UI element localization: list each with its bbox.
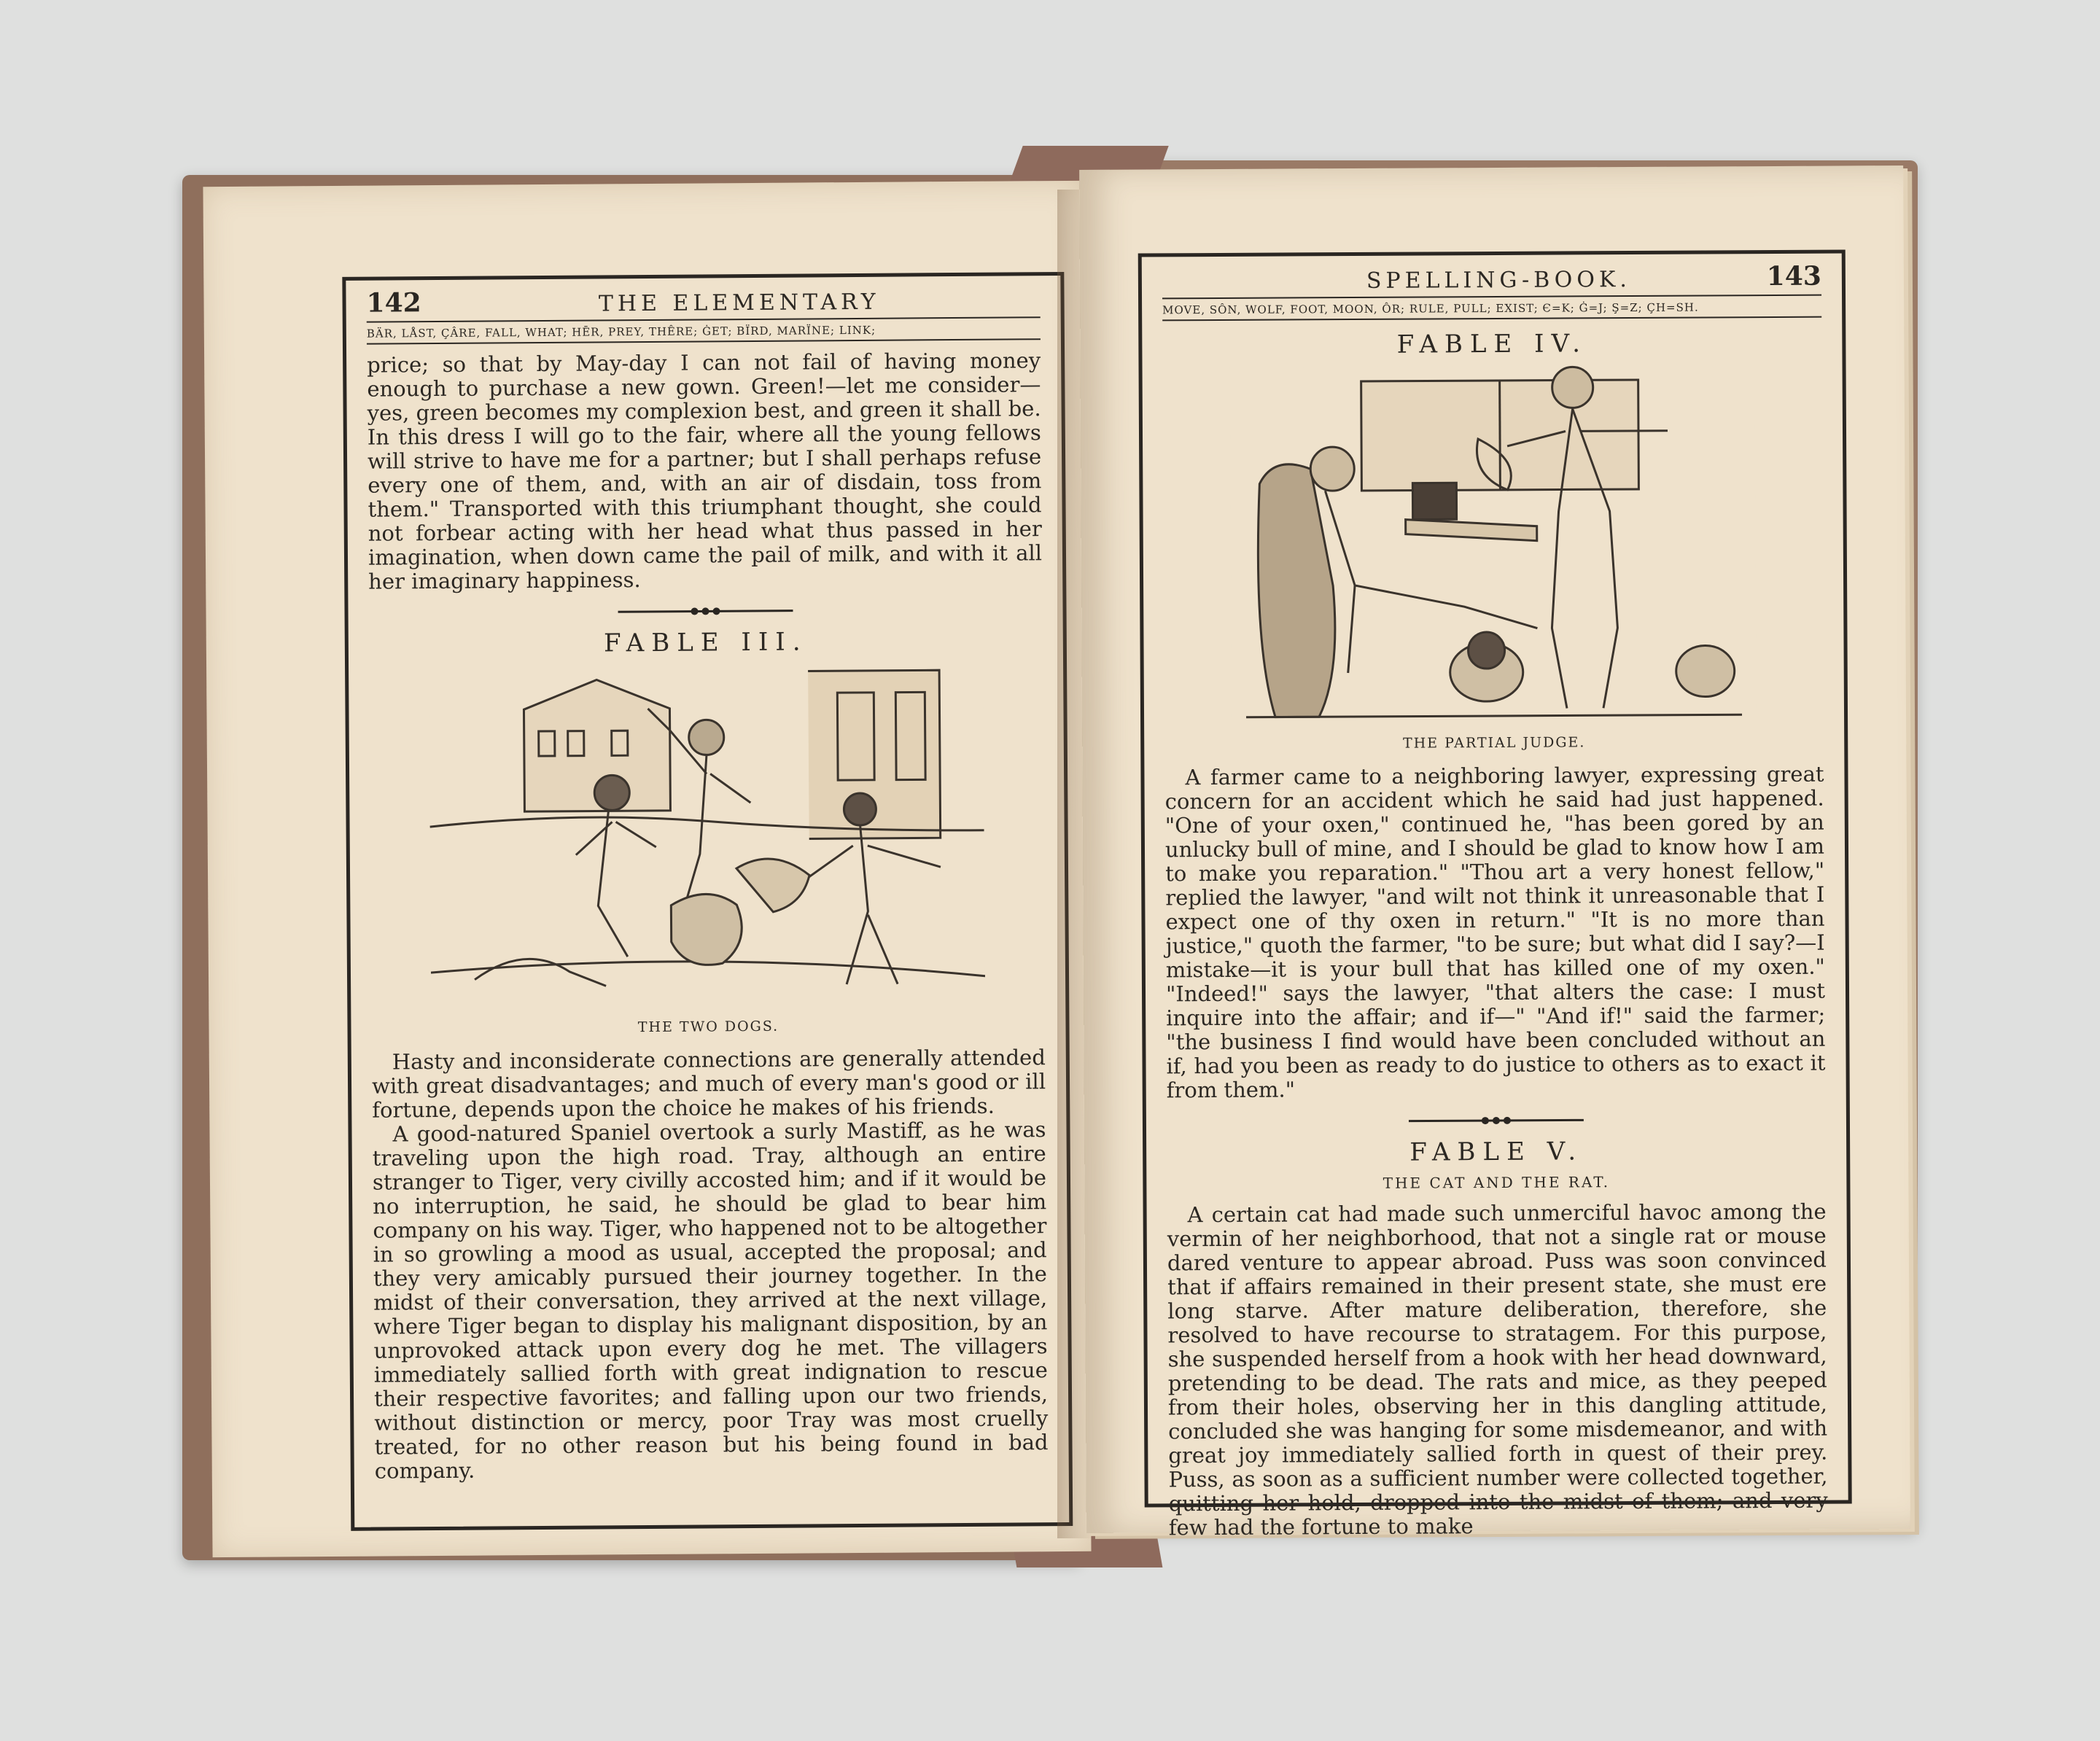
left-page [203,181,1091,1557]
left-page-number: 142 [366,287,421,319]
fable-5-subtitle: THE CAT AND THE RAT. [1382,1173,1611,1192]
fable-5-story: A certain cat had made such unmerciful havoc among the vermin of her neighborhood, that not a single rat or mouse dared venture to appear abroad. Puss was soon convinced that if affairs remained in their present state, she must ere long starve. After mature deliberation, therefore, she resolved to have recourse to stratagem. For this purpose, she suspended herself from a hook with her head downward, pretending to be dead. The rats and mice, as they peeped from their holes, observing her in this dangling attitude, concluded she was hanging for some misdemeanor, and with great joy immediately sallied forth in quest of their prey. Puss, as soon as a sufficient number were collected together, quitting her hold, dropped into the midst of them; and very few had the fortune to make [1167,1199,1828,1541]
right-page [1079,165,1910,1541]
left-running-title: THE ELEMENTARY [598,289,880,317]
left-text-frame [342,272,1073,1531]
partial-judge-engraving [1230,365,1757,732]
fable-3-story: A good-natured Spaniel overtook a surly Mastiff, as he was traveling upon the high road. Tray, although an entire stranger to Tiger, very civilly accosted him; and if it would be no interruption, he said, he should be glad to bear him company on his way. Tiger, who happened not to be altogether in so growling a mood as usual, accepted the proposal; and they very amicably pursued their journey together. In the midst of their conversation, they arrived at the next village, where Tiger began to display his malignant disposition, by an unprovoked attack upon every dog he met. The villagers immediately sallied forth with great indignation to rescue their respective favorites; and falling upon our two friends, without distinction or mercy, poor Tray was most cruelly treated, for no other reason but his being found in bad company. [372,1117,1049,1484]
left-pronunciation-key: BÄR, LÅST, ÇÂRE, FALL, WHAT; HĒR, PREY, THÊRE; ĠET; BÏRD, MARÏNE; LINK; [367,318,1041,344]
fable-3-text [372,1045,1049,1483]
ornament-divider-icon [618,606,793,618]
right-running-title: SPELLING-BOOK. [1366,267,1631,294]
left-body [367,348,1042,593]
right-pronunciation-key: MOVE, SÔN, WOLF, FOOT, MOON, ÔR; RULE, PULL; EXIST; Є=K; Ġ=J; Ş=Z; ÇH=SH. [1162,296,1821,322]
right-page-number: 143 [1766,260,1821,292]
fable-3-moral: Hasty and inconsiderate connections are generally attended with great disadvantages; and much of every man's good or ill fortune, depends upon the choice he makes of his friends. [371,1045,1046,1123]
right-text-frame [1138,249,1852,1541]
opening-paragraph: price; so that by May-day I can not fail of having money enough to purchase a new gown. Green!—let me consider—yes, green becomes my complexion best, and green it shall be. In this dress I will go to the fair, where all the young fellows will strive to have me for a partner; but I shall perhaps refuse every one of them, and, with an air of disdain, toss from them." Transported with this triumphant thought, she could not forbear acting with her head what thus passed in her imagination, when down came the pail of milk, and with it all her imaginary happiness. [367,348,1043,594]
fable-4-caption: THE PARTIAL JUDGE. [1402,734,1586,752]
fable-4-text [1164,763,1825,1103]
fable-3-caption: THE TWO DOGS. [637,1018,779,1036]
left-running-head [366,283,1040,322]
fable-4-title: FABLE IV. [1396,329,1588,359]
fable-5-text [1167,1200,1828,1541]
two-dogs-engraving [429,663,985,1016]
fable-5-title: FABLE V. [1409,1137,1584,1167]
fable-3-title: FABLE III. [603,627,808,658]
fable-4-story: A farmer came to a neighboring lawyer, expressing great concern for an accident which he said had just happened. "One of your oxen," continued he, "has been gored by an unlucky bull of mine, and I should be glad to know how I am to make you reparation." "Thou art a very honest fellow," replied the lawyer, "and wilt not think it unreasonable that I expect one of thy oxen in return." "It is no more than justice," quoth the farmer, "to be sure; but what did I say?—I mistake—it is your bull that has killed one of my oxen." "Indeed!" says the lawyer, "that alters the case: I must inquire into the affair; and if—" "And if!" said the farmer; "the business I find would have been concluded without an if, had you been as ready to do justice to others as to exact it from them." [1164,761,1826,1103]
open-book [182,146,1918,1575]
right-running-head [1162,261,1821,300]
ornament-divider-icon [1409,1115,1584,1126]
